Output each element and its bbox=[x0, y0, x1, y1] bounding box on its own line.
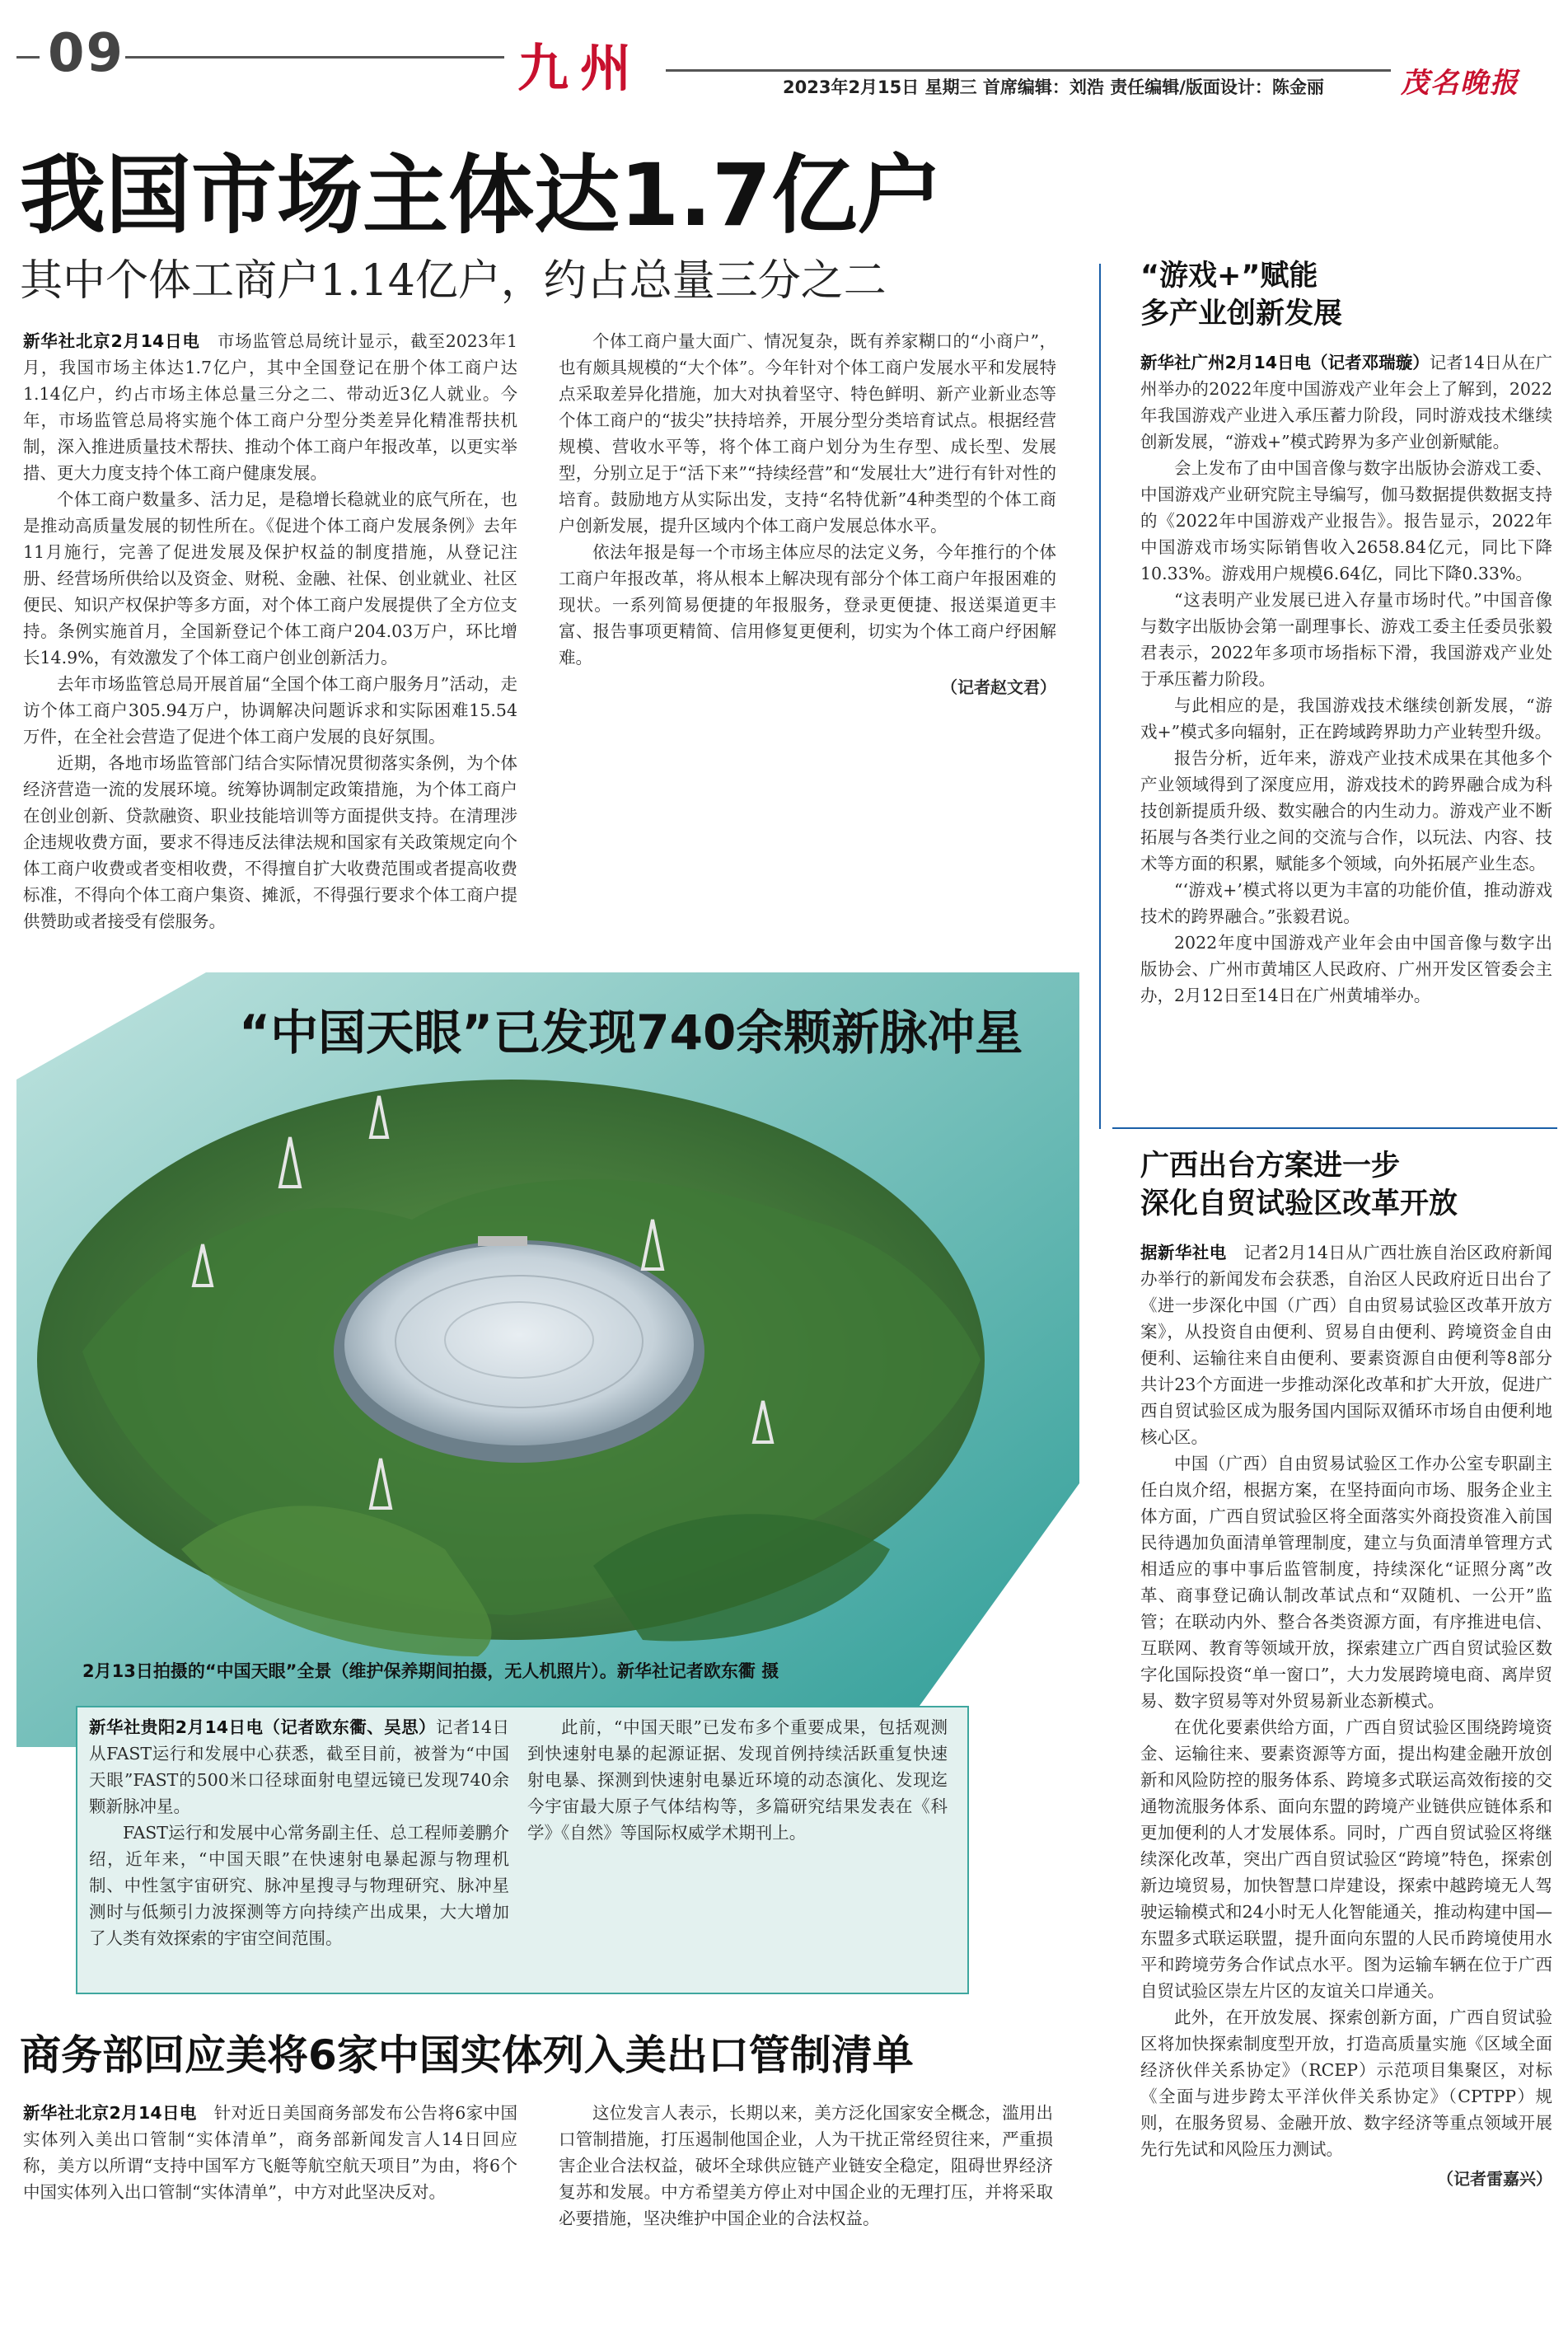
bottom-headline: 商务部回应美将6家中国实体列入美出口管制清单 bbox=[20, 2031, 914, 2079]
bottom-article bbox=[23, 2100, 1053, 2314]
guangxi-paragraph: 中国（广西）自由贸易试验区工作办公室专职副主任白岚介绍，根据方案，在坚持面向市场、服务企业主体方面，广西自贸试验区将全面落实外商投资准入前国民待遇加负面清单管理制度，建立与负面清单管理方式相适应的事中事后监管制度，持续深化“证照分离”改革、商事登记确认制改革试点和“双随机、一公开”监管；在联动内外、整合各类资源方面，有序推进电信、互联网、教育等领域开放，探索建立广西自贸试验区数字化国际投资“单一窗口”，大力发展跨境电商、离岸贸易、数字贸易等对外贸易新业态新模式。 bbox=[1140, 1454, 1552, 1711]
guangxi-paragraph: 此外，在开放发展、探索创新方面，广西自贸试验区将加快探索制度型开放，打造高质量实施《区域全面经济伙伴关系协定》（RCEP）示范项目集聚区，对标《全面与进步跨太平洋伙伴关系协定》（CPTPP）规则，在服务贸易、金融开放、数字经济等重点领域开展先行先试和风险压力测试。 bbox=[1140, 2007, 1552, 2159]
guangxi-headline-line2: 深化自贸试验区改革开放 bbox=[1140, 1187, 1458, 1220]
game-headline bbox=[1140, 257, 1342, 333]
guangxi-article bbox=[1140, 1239, 1552, 2302]
main-paragraph: 个体工商户量大面广、情况复杂，既有养家糊口的“小商户”，也有颇具规模的“大个体”。今年针对个体工商户发展水平和发展特点采取差异化措施，加大对执着坚守、特色鲜明、新产业新业态等个体工商户的“拔尖”扶持培养，开展分型分类培育试点。根据经营规模、营收水平等，将个体工商户划分为生存型、成长型、发展型，分别立足于“活下来”“持续经营”和“发展壮大”进行有针对性的培育。鼓励地方从实际出发，支持“名特优新”4种类型的个体工商户创新发展，提升区域内个体工商户发展总体水平。 bbox=[559, 331, 1056, 536]
main-byline: （记者赵文君） bbox=[941, 677, 1056, 697]
photo-paragraph: 此前，“中国天眼”已发布多个重要成果，包括观测到快速射电暴的起源证据、发现首例持续活跃重复快速射电暴、探测到快速射电暴近环境的动态演化、发现迄今宇宙最大原子气体结构等，多篇研究结果发表在《科学》《自然》等国际权威学术期刊上。 bbox=[527, 1717, 948, 1843]
main-article-col1 bbox=[23, 328, 517, 931]
game-paragraph: 与此相应的是，我国游戏技术继续创新发展，“游戏+”模式多向辐射，正在跨域跨界助力产业转型升级。 bbox=[1140, 696, 1552, 742]
main-paragraph: 近期，各地市场监管部门结合实际情况贯彻落实条例，为个体经济营造一流的发展环境。统筹协调制定政策措施，为个体工商户在创业创新、贷款融资、职业技能培训等方面提供支持。在清理涉企违规收费方面，要求不得违反法律法规和国家有关政策规定向个体工商户收费或者变相收费，不得擅自扩大收费范围或者提高收费标准，不得向个体工商户集资、摊派，不得强行要求个体工商户提供赞助或者接受有偿服务。 bbox=[23, 753, 517, 931]
game-article bbox=[1140, 349, 1552, 1108]
page-number: 09 bbox=[48, 23, 125, 84]
photo-paragraph: FAST运行和发展中心常务副主任、总工程师姜鹏介绍，近年来，“中国天眼”在快速射电暴起源与物理机制、中性氢宇宙研究、脉冲星搜寻与物理研究、脉冲星测时与低频引力波探测等方向持续产出成果，大大增加了人类有效探索的宇宙空间范围。 bbox=[89, 1823, 509, 1948]
game-paragraph: 会上发布了由中国音像与数字出版协会游戏工委、中国游戏产业研究院主导编写，伽马数据提供数据支持的《2022年中国游戏产业报告》。报告显示，2022年中国游戏市场实际销售收入2658.84亿元，同比下降10.33%。游戏用户规模6.64亿，同比下降0.33%。 bbox=[1140, 458, 1552, 583]
photo-article-col1 bbox=[89, 1714, 509, 1983]
header-rule-mid bbox=[125, 56, 504, 59]
section-name: 九州 bbox=[517, 38, 644, 98]
main-article-col2 bbox=[559, 328, 1056, 938]
guangxi-paragraph: 在优化要素供给方面，广西自贸试验区围绕跨境资金、运输往来、要素资源等方面，提出构建金融开放创新和风险防控的服务体系、跨境多式联运高效衔接的交通物流服务体系、面向东盟的跨境产业链供应链体系和更加便利的人才发展体系。同时，广西自贸试验区将继续深化改革，突出广西自贸试验区“跨境”特色，探索创新边境贸易，加快智慧口岸建设，探索中越跨境无人驾驶运输模式和24小时无人化智能通关，推动构建中国—东盟多式联运联盟，提升面向东盟的人民币跨境使用水平和跨境劳务合作试点水平。图为运输车辆在位于广西自贸试验区崇左片区的友谊关口岸通关。 bbox=[1140, 1717, 1552, 2001]
guangxi-dateline: 据新华社电 bbox=[1140, 1243, 1227, 1262]
guangxi-byline: （记者雷嘉兴） bbox=[1437, 2169, 1552, 2189]
guangxi-headline-line1: 广西出台方案进一步 bbox=[1140, 1150, 1401, 1183]
game-paragraph: 2022年度中国游戏产业年会由中国音像与数字出版协会、广州市黄埔区人民政府、广州开发区管委会主办，2月12日至14日在广州黄埔举办。 bbox=[1140, 933, 1552, 1005]
main-dateline: 新华社北京2月14日电 bbox=[23, 331, 200, 351]
game-paragraph: “这表明产业发展已进入存量市场时代。”中国音像与数字出版协会第一副理事长、游戏工委主任委员张毅君表示，2022年多项市场指标下滑，我国游戏产业处于承压蓄力阶段。 bbox=[1140, 590, 1552, 689]
photo-caption: 2月13日拍摄的“中国天眼”全景（维护保养期间拍摄，无人机照片）。新华社记者欧东衢 摄 bbox=[82, 1661, 779, 1681]
guangxi-headline bbox=[1140, 1147, 1458, 1223]
photo-feature-frame bbox=[16, 972, 1079, 1747]
page-header bbox=[0, 0, 1568, 105]
photo-dateline: 新华社贵阳2月14日电（记者欧东衢、吴思） bbox=[89, 1717, 437, 1737]
right-column-rule bbox=[1099, 264, 1101, 1129]
game-dateline: 新华社广州2月14日电（记者邓瑞璇） bbox=[1140, 353, 1430, 372]
main-paragraph: 依法年报是每一个市场主体应尽的法定义务，今年推行的个体工商户年报改革，将从根本上解决现有部分个体工商户年报困难的现状。一系列简易便捷的年报服务，登录更便捷、报送渠道更丰富、报告事项更精简、信用修复更便利，切实为个体工商户纾困解难。 bbox=[559, 542, 1056, 667]
photo-headline: “中国天眼”已发现740余颗新脉冲星 bbox=[239, 1005, 1023, 1061]
right-section-divider bbox=[1112, 1127, 1557, 1129]
header-meta: 2023年2月15日 星期三 首席编辑：刘浩 责任编辑/版面设计：陈金丽 bbox=[783, 77, 1324, 97]
game-paragraph: 报告分析，近年来，游戏产业技术成果在其他多个产业领域得到了深度应用，游戏技术的跨界融合成为科技创新提质升级、数实融合的内生动力。游戏产业不断拓展与各类行业之间的交流与合作，以玩法、内容、技术等方面的积累，赋能多个领域，向外拓展产业生态。 bbox=[1140, 748, 1552, 874]
main-headline: 我国市场主体达1.7亿户 bbox=[20, 145, 943, 246]
newspaper-logo: 茂名晚报 bbox=[1401, 67, 1519, 100]
game-paragraph: “‘游戏+’模式将以更为丰富的功能价值，推动游戏技术的跨界融合。”张毅君说。 bbox=[1140, 880, 1552, 926]
header-rule-left bbox=[16, 56, 40, 59]
main-paragraph: 市场监管总局统计显示，截至2023年1月，我国市场主体达1.7亿户，其中全国登记在册个体工商户达1.14亿户，约占市场主体总量三分之二、带动近3亿人就业。今年，市场监管总局将实施个体工商户分型分类差异化精准帮扶机制，深入推进质量技术帮扶、推动个体工商户年报改革，以更实举措、更大力度支持个体工商户健康发展。 bbox=[23, 331, 517, 483]
game-paragraph: 记者14日从在广州举办的2022年度中国游戏产业年会上了解到，2022年我国游戏产业进入承压蓄力阶段，同时游戏技术继续创新发展，“游戏+”模式跨界为多产业创新赋能。 bbox=[1140, 353, 1552, 452]
main-paragraph: 个体工商户数量多、活力足，是稳增长稳就业的底气所在，也是推动高质量发展的韧性所在。《促进个体工商户发展条例》去年11月施行，完善了促进发展及保护权益的制度措施，从登记注册、经营场所供给以及资金、财税、金融、社保、创业就业、社区便民、知识产权保护等多方面，对个体工商户发展提供了全方位支持。条例实施首月，全国新登记个体工商户204.03万户，环比增长14.9%，有效激发了个体工商户创业创新活力。 bbox=[23, 489, 517, 667]
game-headline-line2: 多产业创新发展 bbox=[1140, 297, 1343, 330]
bottom-dateline: 新华社北京2月14日电 bbox=[23, 2103, 197, 2123]
main-subheadline: 其中个体工商户1.14亿户，约占总量三分之二 bbox=[20, 256, 887, 306]
guangxi-paragraph: 记者2月14日从广西壮族自治区政府新闻办举行的新闻发布会获悉，自治区人民政府近日出台了《进一步深化中国（广西）自由贸易试验区改革开放方案》，从投资自由便利、贸易自由便利、跨境资金自由便利、运输往来自由便利、要素资源自由便利等8部分共计23个方面进一步推动深化改革和扩大开放，促进广西自贸试验区成为服务国内国际双循环市场自由便利地核心区。 bbox=[1140, 1243, 1553, 1447]
bottom-paragraph: 这位发言人表示，长期以来，美方泛化国家安全概念，滥用出口管制措施，打压遏制他国企业，人为干扰正常经贸往来，严重损害企业合法权益，破坏全球供应链产业链安全稳定，阻碍世界经济复苏和发展。中方希望美方停止对中国企业的无理打压，并将采取必要措施，坚决维护中国企业的合法权益。 bbox=[559, 2103, 1053, 2228]
bottom-paragraph: 针对近日美国商务部发布公告将6家中国实体列入美出口管制“实体清单”，商务部新闻发言人14日回应称，美方以所谓“支持中国军方飞艇等航空航天项目”为由，将6个中国实体列入出口管制“实体清单”，中方对此坚决反对。 bbox=[23, 2103, 518, 2202]
game-headline-line1: “游戏+”赋能 bbox=[1140, 260, 1318, 293]
photo-article-col2 bbox=[527, 1714, 948, 1983]
photo-paragraph: 记者14日从FAST运行和发展中心获悉，截至目前，被誉为“中国天眼”FAST的500米口径球面射电望远镜已发现740余颗新脉冲星。 bbox=[89, 1717, 510, 1816]
main-paragraph: 去年市场监管总局开展首届“全国个体工商户服务月”活动，走访个体工商户305.94万户，协调解决问题诉求和实际困难15.54万件，在全社会营造了促进个体工商户发展的良好氛围。 bbox=[23, 674, 517, 747]
